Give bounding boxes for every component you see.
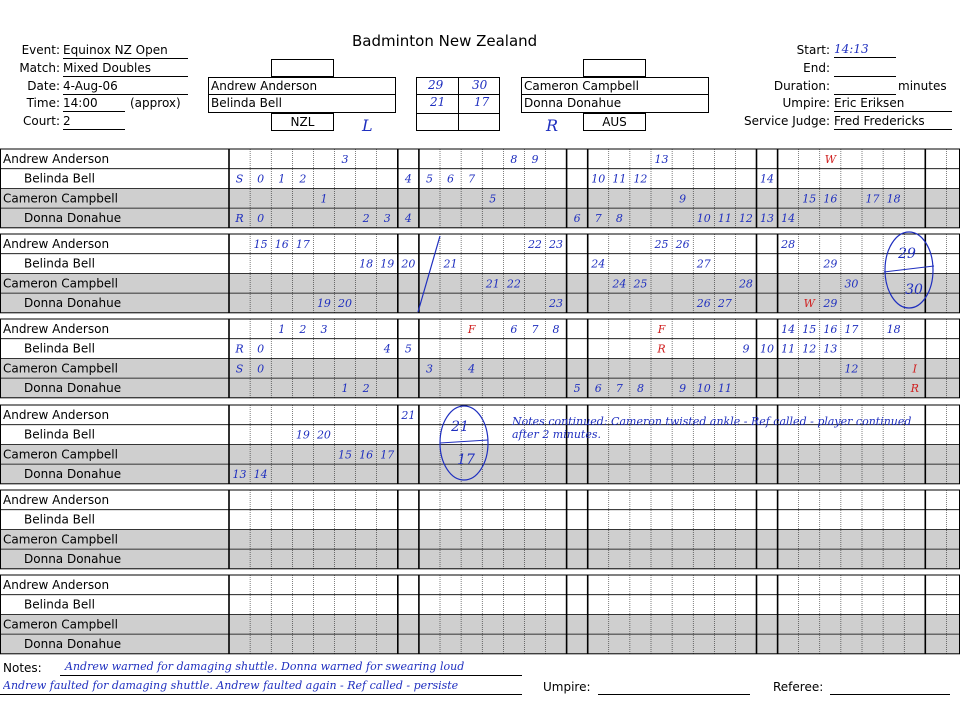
score-mark: 2 <box>362 212 370 226</box>
score-mark: 15 <box>253 238 268 251</box>
score-mark: 12 <box>802 342 817 356</box>
date-value: 4-Aug-06 <box>63 79 188 95</box>
score-mark: 18 <box>886 323 901 336</box>
score-mark: 6 <box>573 212 581 226</box>
score-mark: 5 <box>425 172 433 186</box>
player-name: Donna Donahue <box>24 552 122 567</box>
score-mark: 8 <box>552 323 560 336</box>
score-mark: 0 <box>257 212 265 226</box>
umpire-label: Umpire: <box>782 96 830 110</box>
player-name: Andrew Anderson <box>3 493 110 507</box>
score-mark: S <box>235 362 244 376</box>
player-name: Donna Donahue <box>24 467 122 482</box>
footer-referee-label: Referee: <box>773 680 824 694</box>
score-mark: 26 <box>675 238 690 251</box>
score-mark: 2 <box>299 323 307 336</box>
score-mark: 13 <box>823 342 838 356</box>
end-label: End: <box>803 61 830 75</box>
score-mark: 11 <box>717 382 732 396</box>
score-mark: 3 <box>320 323 328 336</box>
score-mark: 7 <box>594 212 602 226</box>
score-mark: 10 <box>696 212 711 226</box>
score-mark: 4 <box>404 172 412 186</box>
duration-label: Duration: <box>773 79 830 93</box>
score-mark: 8 <box>510 153 518 166</box>
score-mark: 1 <box>278 323 286 336</box>
team-right-player1: Cameron Campbell <box>524 79 639 93</box>
match-value: Mixed Doubles <box>63 61 188 77</box>
score-mark: 1 <box>341 382 349 396</box>
start-label: Start: <box>796 43 830 57</box>
score-mark: 9 <box>679 192 687 206</box>
score-mark: 16 <box>823 192 838 206</box>
score-mark: 6 <box>510 323 518 336</box>
game1-left-score: 29 <box>428 78 444 92</box>
score-mark: 20 <box>338 297 353 311</box>
score-mark: 25 <box>633 277 648 291</box>
game2-right-score: 17 <box>474 95 490 109</box>
score-mark: 6 <box>594 382 602 396</box>
game1-result-top: 29 <box>898 246 916 262</box>
team-left-side: L <box>362 116 373 135</box>
team-left-player2: Belinda Bell <box>211 96 282 110</box>
team-right-country: AUS <box>583 113 646 131</box>
score-mark: 11 <box>717 212 732 226</box>
match-label: Match: <box>19 61 60 75</box>
score-mark: 3 <box>425 362 433 376</box>
score-mark: 28 <box>738 277 753 291</box>
court-label: Court: <box>22 114 60 128</box>
score-mark: F <box>467 323 476 336</box>
score-mark: 24 <box>612 277 627 291</box>
player-name: Cameron Campbell <box>3 617 118 632</box>
game2-left-score: 21 <box>430 95 446 109</box>
player-name: Donna Donahue <box>24 381 122 396</box>
score-mark: 8 <box>636 382 644 396</box>
game2-result-divider <box>440 440 488 443</box>
player-name: Cameron Campbell <box>3 532 118 547</box>
score-mark: 0 <box>257 342 265 356</box>
score-mark: 9 <box>531 153 539 166</box>
score-mark: 19 <box>380 257 395 271</box>
score-mark: R <box>235 212 244 226</box>
score-mark: 1 <box>278 172 286 186</box>
score-mark: 13 <box>232 468 247 482</box>
score-mark: 14 <box>253 468 268 482</box>
duration-unit: minutes <box>898 79 947 93</box>
score-mark: W <box>803 297 815 311</box>
score-mark: 3 <box>341 153 349 166</box>
score-mark: 9 <box>679 382 687 396</box>
score-mark: 0 <box>257 362 265 376</box>
player-name: Belinda Bell <box>24 512 95 527</box>
score-mark: 21 <box>443 257 458 271</box>
player-name: Cameron Campbell <box>3 361 118 376</box>
score-mark: W <box>824 153 837 166</box>
score-mark: 5 <box>404 342 412 356</box>
notes-continued: Notes continued: Cameron twisted ankle - Ref called - player continued after 2 minutes. <box>512 415 912 441</box>
score-mark: 29 <box>823 257 838 271</box>
score-mark: 25 <box>654 238 669 251</box>
score-mark: R <box>910 382 919 396</box>
score-mark: 10 <box>591 172 606 186</box>
score-mark: 17 <box>844 323 859 336</box>
game1-result-divider <box>884 266 934 272</box>
score-mark: 5 <box>489 192 497 206</box>
score-mark: 17 <box>865 192 880 206</box>
player-name: Cameron Campbell <box>3 191 118 206</box>
page-title: Badminton New Zealand <box>352 32 538 50</box>
score-mark: 29 <box>823 297 838 311</box>
score-mark: 27 <box>696 257 711 271</box>
score-mark: 18 <box>359 257 374 271</box>
score-mark: 10 <box>760 342 775 356</box>
score-mark: 21 <box>485 277 500 291</box>
score-mark: 7 <box>615 382 623 396</box>
game2-result-top: 21 <box>451 419 469 435</box>
score-mark: 5 <box>573 382 581 396</box>
date-label: Date: <box>27 79 60 93</box>
score-mark: 2 <box>362 382 370 396</box>
score-mark: I <box>912 362 917 376</box>
score-mark: 27 <box>717 297 732 311</box>
time-label: Time: <box>26 96 60 110</box>
notes-label: Notes: <box>3 661 42 675</box>
score-mark: 28 <box>781 238 796 251</box>
player-name: Donna Donahue <box>24 637 122 652</box>
score-mark: 16 <box>274 238 289 251</box>
score-mark: 30 <box>844 277 859 291</box>
score-mark: 4 <box>468 362 476 376</box>
score-mark: 10 <box>696 382 711 396</box>
score-mark: 19 <box>295 428 310 442</box>
score-mark: 0 <box>257 172 265 186</box>
score-mark: 7 <box>531 323 539 336</box>
score-mark: 12 <box>738 212 753 226</box>
score-mark: 4 <box>383 342 391 356</box>
player-name: Belinda Bell <box>24 256 95 271</box>
court-value: 2 <box>63 114 125 130</box>
team-left-country: NZL <box>271 113 334 131</box>
team-right-side: R <box>546 116 559 135</box>
event-value: Equinox NZ Open <box>63 43 188 59</box>
player-name: Andrew Anderson <box>3 322 110 336</box>
player-name: Andrew Anderson <box>3 578 110 592</box>
score-mark: 7 <box>468 172 476 186</box>
score-mark: 4 <box>404 212 412 226</box>
score-mark: 9 <box>742 342 750 356</box>
score-mark: 17 <box>295 238 310 251</box>
player-name: Belinda Bell <box>24 597 95 612</box>
score-mark: 2 <box>299 172 307 186</box>
score-mark: 16 <box>359 448 374 462</box>
time-value: 14:00 <box>63 96 125 112</box>
player-name: Cameron Campbell <box>3 276 118 291</box>
score-mark: 8 <box>615 212 623 226</box>
service-judge-value: Fred Fredericks <box>834 114 952 130</box>
score-mark: 14 <box>760 172 775 186</box>
score-mark: 23 <box>549 297 564 311</box>
player-name: Belinda Bell <box>24 171 95 186</box>
score-mark: 12 <box>844 362 859 376</box>
player-name: Belinda Bell <box>24 427 95 442</box>
score-mark: 16 <box>823 323 838 336</box>
score-mark: 22 <box>506 277 521 291</box>
score-mark: 17 <box>380 448 395 462</box>
notes-line-1: Andrew warned for damaging shuttle. Donna warned for swearing loud <box>65 660 465 673</box>
game2-result-bottom: 17 <box>457 452 475 468</box>
start-value: 14:13 <box>834 42 896 58</box>
score-mark: 21 <box>401 409 416 422</box>
score-mark: F <box>657 323 666 336</box>
score-mark: 14 <box>781 323 796 336</box>
score-mark: 13 <box>654 153 669 166</box>
score-mark: 6 <box>447 172 455 186</box>
score-mark: R <box>235 342 244 356</box>
time-note: (approx) <box>130 96 181 110</box>
score-mark: 22 <box>527 238 542 251</box>
score-mark: 1 <box>320 192 328 206</box>
score-mark: 12 <box>633 172 648 186</box>
score-mark: 23 <box>549 238 564 251</box>
score-mark: 20 <box>316 428 331 442</box>
score-mark: 18 <box>886 192 901 206</box>
umpire-value: Eric Eriksen <box>834 96 952 112</box>
score-mark: 24 <box>591 257 606 271</box>
player-name: Andrew Anderson <box>3 152 110 166</box>
score-mark: 11 <box>781 342 796 356</box>
game1-right-score: 30 <box>472 78 488 92</box>
player-name: Cameron Campbell <box>3 447 118 462</box>
score-mark: 20 <box>401 257 416 271</box>
score-mark: 14 <box>781 212 796 226</box>
score-mark: 3 <box>383 212 391 226</box>
team-left-player1: Andrew Anderson <box>211 79 318 93</box>
event-label: Event: <box>21 43 60 57</box>
score-mark: 11 <box>612 172 627 186</box>
score-mark: 15 <box>802 323 817 336</box>
score-mark: 15 <box>338 448 353 462</box>
notes-line-2: Andrew faulted for damaging shuttle. Andrew faulted again - Ref called - persiste <box>3 679 459 692</box>
player-name: Andrew Anderson <box>3 237 110 251</box>
score-mark: 19 <box>316 297 331 311</box>
footer-umpire-label: Umpire: <box>543 680 591 694</box>
score-mark: 13 <box>760 212 775 226</box>
player-name: Belinda Bell <box>24 341 95 356</box>
player-name: Andrew Anderson <box>3 408 110 422</box>
score-mark: S <box>235 172 244 186</box>
player-name: Donna Donahue <box>24 211 122 226</box>
score-mark: R <box>657 342 666 356</box>
service-judge-label: Service Judge: <box>744 114 830 128</box>
score-mark: 26 <box>696 297 711 311</box>
score-mark: 15 <box>802 192 817 206</box>
player-name: Donna Donahue <box>24 296 122 311</box>
team-right-player2: Donna Donahue <box>524 96 622 110</box>
game1-result-bottom: 30 <box>905 282 923 298</box>
